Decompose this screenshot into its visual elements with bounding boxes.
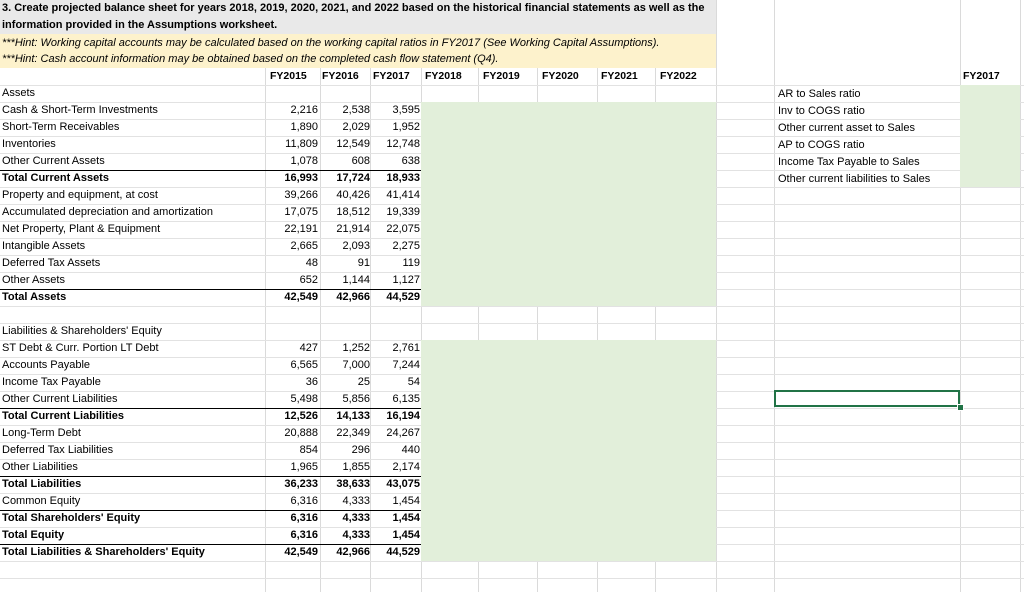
assets-row-label[interactable]: Inventories <box>2 138 56 150</box>
ratio-year-header[interactable]: FY2017 <box>963 70 1000 82</box>
year-header-fy2020[interactable]: FY2020 <box>542 70 579 82</box>
liabilities-value-cell[interactable]: 25 <box>357 376 370 388</box>
liabilities-value-cell[interactable]: 2,174 <box>392 461 420 473</box>
liabilities-value-cell[interactable]: 6,316 <box>290 529 318 541</box>
liabilities-row-label[interactable]: Accounts Payable <box>2 359 91 371</box>
assets-value-cell[interactable]: 44,529 <box>386 291 420 303</box>
assets-value-cell[interactable]: 1,127 <box>392 274 420 286</box>
assets-value-cell[interactable]: 16,993 <box>284 172 318 184</box>
assets-value-cell[interactable]: 22,075 <box>386 223 420 235</box>
assets-value-cell[interactable]: 39,266 <box>284 189 318 201</box>
liabilities-value-cell[interactable]: 22,349 <box>336 427 370 439</box>
liabilities-row-label[interactable]: Total Shareholders' Equity <box>2 512 141 524</box>
assets-row-label[interactable]: Accumulated depreciation and amortization <box>2 206 213 218</box>
liabilities-row-label[interactable]: Long-Term Debt <box>2 427 81 439</box>
liabilities-value-cell[interactable]: 1,454 <box>392 512 420 524</box>
liabilities-value-cell[interactable]: 854 <box>299 444 318 456</box>
liabilities-row-label[interactable]: Total Current Liabilities <box>2 410 125 422</box>
liabilities-value-cell[interactable]: 5,856 <box>342 393 370 405</box>
liabilities-row-label[interactable]: Total Liabilities & Shareholders' Equity <box>2 546 205 558</box>
liabilities-value-cell[interactable]: 6,565 <box>290 359 318 371</box>
liabilities-value-cell[interactable]: 5,498 <box>290 393 318 405</box>
assets-row-label[interactable]: Deferred Tax Assets <box>2 257 101 269</box>
assets-value-cell[interactable]: 2,665 <box>290 240 318 252</box>
assets-row-label[interactable]: Other Assets <box>2 274 65 286</box>
liabilities-row-label[interactable]: Total Equity <box>2 529 65 541</box>
ratio-inv-to-cogs[interactable]: Inv to COGS ratio <box>778 105 865 117</box>
liabilities-value-cell[interactable]: 440 <box>401 444 420 456</box>
selected-cell[interactable] <box>774 390 960 407</box>
liabilities-value-cell[interactable]: 42,966 <box>336 546 370 558</box>
ratio-other-current-asset-to-sales[interactable]: Other current asset to Sales <box>778 122 915 134</box>
liabilities-value-cell[interactable]: 44,529 <box>386 546 420 558</box>
gridline <box>0 561 1024 562</box>
liabilities-value-cell[interactable]: 7,244 <box>392 359 420 371</box>
liabilities-value-cell[interactable]: 6,316 <box>290 512 318 524</box>
liabilities-value-cell[interactable]: 6,316 <box>290 495 318 507</box>
projection-input-liabilities[interactable] <box>421 340 716 561</box>
year-header-fy2022[interactable]: FY2022 <box>660 70 697 82</box>
liabilities-value-cell[interactable]: 38,633 <box>336 478 370 490</box>
rule-above-total-current-liabilities <box>0 408 421 409</box>
assets-value-cell[interactable]: 42,966 <box>336 291 370 303</box>
liabilities-value-cell[interactable]: 4,333 <box>342 512 370 524</box>
assets-value-cell[interactable]: 608 <box>351 155 370 167</box>
liabilities-value-cell[interactable]: 36,233 <box>284 478 318 490</box>
assets-value-cell[interactable]: 2,093 <box>342 240 370 252</box>
assets-row-label[interactable]: Net Property, Plant & Equipment <box>2 223 161 235</box>
liabilities-value-cell[interactable]: 7,000 <box>342 359 370 371</box>
year-header-fy2018[interactable]: FY2018 <box>425 70 462 82</box>
year-header-fy2019[interactable]: FY2019 <box>483 70 520 82</box>
assets-value-cell[interactable]: 17,075 <box>284 206 318 218</box>
gridline <box>0 306 1024 307</box>
assets-row-label[interactable]: Short-Term Receivables <box>2 121 120 133</box>
assets-row-label[interactable]: Other Current Assets <box>2 155 105 167</box>
projection-input-assets[interactable] <box>421 102 716 306</box>
liabilities-value-cell[interactable]: 16,194 <box>386 410 420 422</box>
liabilities-value-cell[interactable]: 1,252 <box>342 342 370 354</box>
liabilities-value-cell[interactable]: 14,133 <box>336 410 370 422</box>
liabilities-value-cell[interactable]: 1,855 <box>342 461 370 473</box>
rule-above-total-assets <box>0 289 421 290</box>
liabilities-value-cell[interactable]: 1,454 <box>392 529 420 541</box>
assets-value-cell[interactable]: 2,275 <box>392 240 420 252</box>
liabilities-value-cell[interactable]: 24,267 <box>386 427 420 439</box>
liabilities-row-label[interactable]: ST Debt & Curr. Portion LT Debt <box>2 342 159 354</box>
rule-above-grand-total <box>0 544 421 545</box>
liabilities-row-label[interactable]: Total Liabilities <box>2 478 82 490</box>
liabilities-value-cell[interactable]: 427 <box>299 342 318 354</box>
assets-row-label[interactable]: Property and equipment, at cost <box>2 189 158 201</box>
assets-value-cell[interactable]: 12,748 <box>386 138 420 150</box>
gridline <box>0 578 1024 579</box>
assets-value-cell[interactable]: 18,512 <box>336 206 370 218</box>
liabilities-value-cell[interactable]: 6,135 <box>392 393 420 405</box>
assets-value-cell[interactable]: 91 <box>357 257 370 269</box>
gridline <box>0 85 1024 86</box>
assets-value-cell[interactable]: 48 <box>305 257 318 269</box>
liabilities-value-cell[interactable]: 2,761 <box>392 342 420 354</box>
assets-value-cell[interactable]: 119 <box>402 257 420 269</box>
year-header-fy2015[interactable]: FY2015 <box>270 70 307 82</box>
assets-value-cell[interactable]: 11,809 <box>285 138 318 150</box>
liabilities-row-label[interactable]: Deferred Tax Liabilities <box>2 444 114 456</box>
liabilities-value-cell[interactable]: 54 <box>407 376 420 388</box>
title-line-1[interactable]: 3. Create projected balance sheet for years 2018, 2019, 2020, 2021, and 2022 based on the historical financial statements as well as the <box>2 2 705 14</box>
assets-value-cell[interactable]: 18,933 <box>386 172 420 184</box>
ratio-input-fy2017[interactable] <box>960 85 1020 187</box>
assets-row-label[interactable]: Intangible Assets <box>2 240 86 252</box>
liabilities-row-label[interactable]: Other Current Liabilities <box>2 393 118 405</box>
liabilities-section-label[interactable]: Liabilities & Shareholders' Equity <box>2 325 162 337</box>
assets-value-cell[interactable]: 652 <box>299 274 318 286</box>
assets-value-cell[interactable]: 2,216 <box>290 104 318 116</box>
liabilities-value-cell[interactable]: 36 <box>305 376 318 388</box>
assets-section-label[interactable]: Assets <box>2 87 36 99</box>
assets-value-cell[interactable]: 1,078 <box>290 155 318 167</box>
ratio-income-tax-payable-to-sales[interactable]: Income Tax Payable to Sales <box>778 156 920 168</box>
assets-value-cell[interactable]: 17,724 <box>336 172 370 184</box>
assets-value-cell[interactable]: 42,549 <box>284 291 318 303</box>
title-line-2[interactable]: information provided in the Assumptions worksheet. <box>2 19 278 31</box>
assets-row-label[interactable]: Total Current Assets <box>2 172 109 184</box>
assets-value-cell[interactable]: 19,339 <box>386 206 420 218</box>
ratio-ap-to-cogs[interactable]: AP to COGS ratio <box>778 139 865 151</box>
liabilities-value-cell[interactable]: 12,526 <box>284 410 318 422</box>
ratio-other-current-liabilities-to-sales[interactable]: Other current liabilities to Sales <box>778 173 931 185</box>
assets-row-label[interactable]: Total Assets <box>2 291 67 303</box>
assets-value-cell[interactable]: 1,952 <box>392 121 420 133</box>
assets-value-cell[interactable]: 3,595 <box>392 104 420 116</box>
assets-row-label[interactable]: Cash & Short-Term Investments <box>2 104 158 116</box>
liabilities-row-label[interactable]: Common Equity <box>2 495 81 507</box>
liabilities-value-cell[interactable]: 296 <box>351 444 370 456</box>
assets-value-cell[interactable]: 21,914 <box>336 223 370 235</box>
assets-value-cell[interactable]: 41,414 <box>386 189 420 201</box>
rule-above-total-liabilities <box>0 476 421 477</box>
rule-above-total-current-assets <box>0 170 421 171</box>
liabilities-value-cell[interactable]: 4,333 <box>342 495 370 507</box>
assets-value-cell[interactable]: 1,890 <box>290 121 318 133</box>
hint-cash[interactable]: ***Hint: Cash account information may be obtained based on the completed cash flow statement (Q4). <box>2 53 499 65</box>
assets-value-cell[interactable]: 1,144 <box>342 274 370 286</box>
liabilities-value-cell[interactable]: 43,075 <box>386 478 420 490</box>
liabilities-value-cell[interactable]: 1,965 <box>290 461 318 473</box>
assets-value-cell[interactable]: 638 <box>401 155 420 167</box>
assets-value-cell[interactable]: 22,191 <box>284 223 318 235</box>
liabilities-row-label[interactable]: Income Tax Payable <box>2 376 101 388</box>
assets-value-cell[interactable]: 12,549 <box>336 138 370 150</box>
fill-handle[interactable] <box>957 404 964 411</box>
rule-above-total-equity-block <box>0 510 421 511</box>
hint-working-capital[interactable]: ***Hint: Working capital accounts may be calculated based on the working capital ratios in FY2017 (See Working Capital Assumptions). <box>2 37 660 49</box>
liabilities-value-cell[interactable]: 1,454 <box>392 495 420 507</box>
assets-value-cell[interactable]: 2,029 <box>342 121 370 133</box>
liabilities-row-label[interactable]: Other Liabilities <box>2 461 78 473</box>
ratio-ar-to-sales[interactable]: AR to Sales ratio <box>778 88 861 100</box>
assets-value-cell[interactable]: 2,538 <box>342 104 370 116</box>
assets-value-cell[interactable]: 40,426 <box>336 189 370 201</box>
year-header-fy2017[interactable]: FY2017 <box>373 70 410 82</box>
year-header-fy2016[interactable]: FY2016 <box>322 70 359 82</box>
year-header-fy2021[interactable]: FY2021 <box>601 70 638 82</box>
liabilities-value-cell[interactable]: 20,888 <box>284 427 318 439</box>
liabilities-value-cell[interactable]: 42,549 <box>284 546 318 558</box>
liabilities-value-cell[interactable]: 4,333 <box>342 529 370 541</box>
